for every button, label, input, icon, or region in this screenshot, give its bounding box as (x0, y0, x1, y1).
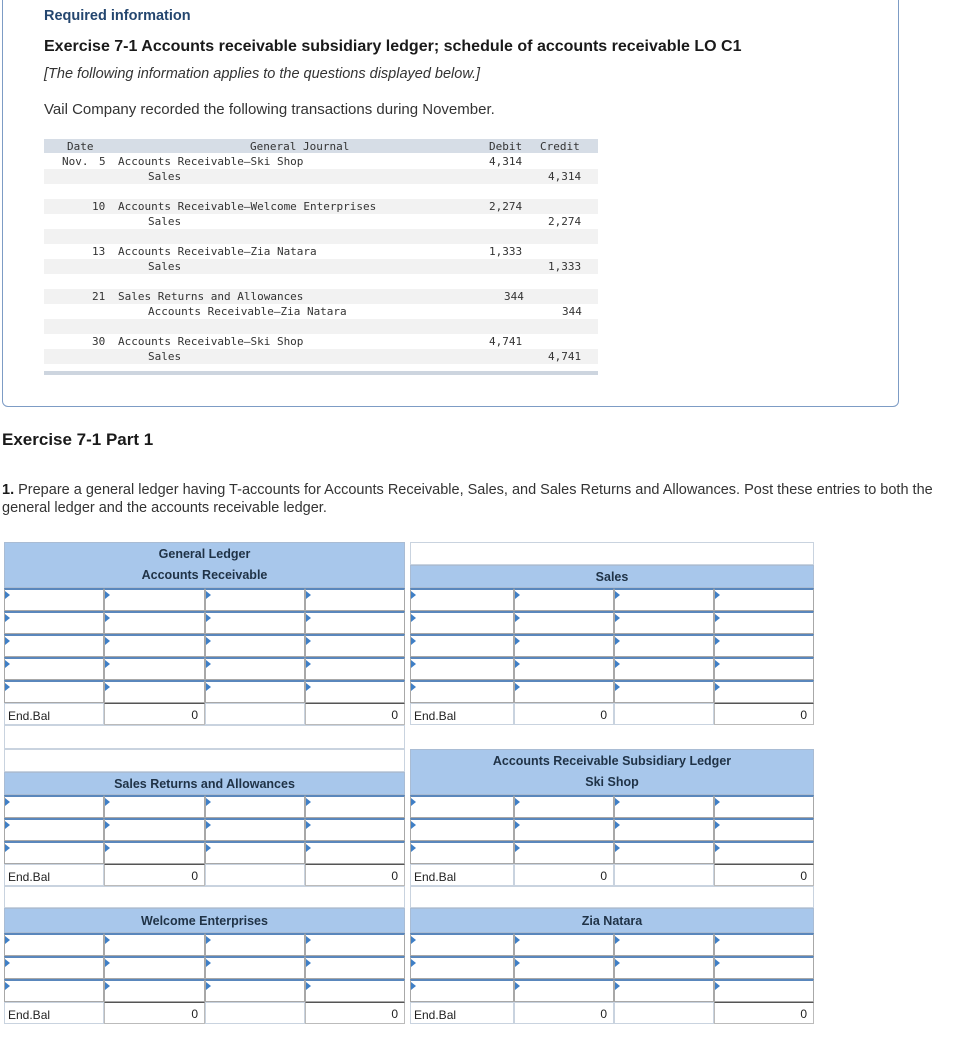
journal-credit-account: Sales (148, 215, 182, 228)
ledger-input-cell[interactable] (305, 657, 405, 680)
ledger-blank-cell (614, 864, 714, 886)
ledger-input-cell[interactable] (714, 634, 814, 657)
instruction-text: Prepare a general ledger having T-accounts for Accounts Receivable, Sales, and Sales Returns and Allowances. Post these entries to both the general ledger and the accounts receivable ledger. (2, 482, 933, 516)
journal-credit-amount: 344 (562, 305, 582, 318)
ledger-input-cell[interactable] (104, 956, 205, 979)
ledger-input-cell[interactable] (305, 795, 405, 818)
journal-debit-amount: 4,741 (489, 335, 523, 348)
ledger-input-cell[interactable] (4, 841, 104, 864)
ledger-input-cell[interactable] (104, 979, 205, 1002)
journal-credit-account: Accounts Receivable—Zia Natara (148, 305, 347, 318)
ledger-input-cell[interactable] (4, 933, 104, 956)
ledger-input-cell[interactable] (714, 956, 814, 979)
ledger-input-cell[interactable] (410, 933, 514, 956)
journal-debit-account: Accounts Receivable—Welcome Enterprises (118, 200, 377, 213)
journal-header-debit: Debit (489, 140, 523, 153)
journal-day: 21 (92, 290, 106, 303)
sales-returns-title: Sales Returns and Allowances (4, 772, 405, 795)
ledger-blank-cell (205, 864, 305, 886)
ledger-input-cell[interactable] (410, 979, 514, 1002)
journal-day: 30 (92, 335, 106, 348)
journal-credit-amount: 4,314 (548, 170, 582, 183)
ledger-input-cell[interactable] (410, 818, 514, 841)
ledger-input-cell[interactable] (205, 841, 305, 864)
end-bal-label: End.Bal (4, 864, 104, 886)
required-info-title: Required information (44, 8, 191, 24)
ledger-input-cell[interactable] (305, 818, 405, 841)
journal-credit-account: Sales (148, 350, 182, 363)
ski-shop-title: Ski Shop (585, 775, 639, 789)
ledger-input-cell[interactable] (714, 818, 814, 841)
ledger-input-cell[interactable] (205, 611, 305, 634)
ledger-input-cell[interactable] (205, 818, 305, 841)
journal-bottom-rule (44, 371, 598, 375)
sales-end-bal-credit[interactable]: 0 (714, 703, 814, 725)
ar-end-bal-credit[interactable]: 0 (305, 703, 405, 725)
sales-end-bal-debit[interactable]: 0 (514, 703, 614, 725)
journal-day: 5 (99, 155, 106, 168)
journal-credit-account: Sales (148, 260, 182, 273)
journal-header-general-journal: General Journal (250, 140, 350, 153)
subsidiary-ledger-label: Accounts Receivable Subsidiary Ledger (492, 754, 732, 768)
sales-header-blank (410, 542, 814, 565)
ledger-blank-cell (205, 1002, 305, 1024)
ledger-input-cell[interactable] (410, 657, 514, 680)
exercise-note: [The following information applies to the questions displayed below.] (44, 66, 481, 82)
ski-shop-end-bal-debit[interactable]: 0 (514, 864, 614, 886)
journal-credit-account: Sales (148, 170, 182, 183)
ledger-input-cell[interactable] (514, 956, 614, 979)
ledger-input-cell[interactable] (104, 818, 205, 841)
ledger-input-cell[interactable] (205, 979, 305, 1002)
ledger-input-cell[interactable] (714, 611, 814, 634)
ledger-input-cell[interactable] (4, 979, 104, 1002)
instructions (2, 481, 952, 517)
ledger-input-cell[interactable] (514, 841, 614, 864)
ledger-input-cell[interactable] (714, 841, 814, 864)
ledger-input-cell[interactable] (614, 634, 714, 657)
end-bal-label: End.Bal (410, 703, 514, 725)
ledger-blank-cell (614, 703, 714, 725)
sra-end-bal-debit[interactable]: 0 (104, 864, 205, 886)
part-title: Exercise 7-1 Part 1 (2, 430, 154, 449)
zia-title: Zia Natara (410, 908, 814, 933)
ledger-input-cell[interactable] (104, 841, 205, 864)
ledger-input-cell[interactable] (104, 634, 205, 657)
ledger-input-cell[interactable] (514, 795, 614, 818)
ledger-input-cell[interactable] (514, 680, 614, 703)
ledger-input-cell[interactable] (305, 680, 405, 703)
ledger-input-cell[interactable] (4, 611, 104, 634)
zia-end-bal-debit[interactable]: 0 (514, 1002, 614, 1024)
ledger-blank-cell (614, 1002, 714, 1024)
welcome-end-bal-credit[interactable]: 0 (305, 1002, 405, 1024)
journal-credit-amount: 4,741 (548, 350, 582, 363)
ledger-input-cell[interactable] (305, 588, 405, 611)
accounts-receivable-title: Accounts Receivable (141, 568, 268, 582)
journal-debit-amount: 1,333 (489, 245, 523, 258)
ledger-spacer (4, 725, 405, 749)
journal-debit-account: Accounts Receivable—Ski Shop (118, 155, 304, 168)
ar-end-bal-debit[interactable]: 0 (104, 703, 205, 725)
ledger-input-cell[interactable] (305, 634, 405, 657)
journal-band (44, 169, 598, 184)
journal-day: 10 (92, 200, 106, 213)
journal-band (44, 319, 598, 334)
ledger-input-cell[interactable] (614, 933, 714, 956)
ledger-input-cell[interactable] (410, 795, 514, 818)
ledger-input-cell[interactable] (614, 657, 714, 680)
instruction-number: 1. (2, 482, 15, 498)
ledger-input-cell[interactable] (205, 680, 305, 703)
ledger-input-cell[interactable] (614, 795, 714, 818)
ledger-input-cell[interactable] (614, 956, 714, 979)
ledger-input-cell[interactable] (305, 933, 405, 956)
ledger-spacer (4, 749, 405, 772)
ledger-input-cell[interactable] (305, 956, 405, 979)
ledger-input-cell[interactable] (514, 657, 614, 680)
ledger-input-cell[interactable] (205, 795, 305, 818)
ski-shop-end-bal-credit[interactable]: 0 (714, 864, 814, 886)
ledger-blank-cell (205, 703, 305, 725)
end-bal-label: End.Bal (410, 1002, 514, 1024)
exercise-description: Vail Company recorded the following transactions during November. (44, 101, 495, 118)
ledger-input-cell[interactable] (104, 933, 205, 956)
ledger-input-cell[interactable] (305, 979, 405, 1002)
ledger-input-cell[interactable] (714, 795, 814, 818)
journal-debit-amount: 344 (504, 290, 524, 303)
end-bal-label: End.Bal (4, 1002, 104, 1024)
ledger-input-cell[interactable] (714, 588, 814, 611)
ledger-input-cell[interactable] (410, 680, 514, 703)
ledger-input-cell[interactable] (205, 657, 305, 680)
journal-debit-amount: 4,314 (489, 155, 523, 168)
journal-day: 13 (92, 245, 106, 258)
ledger-input-cell[interactable] (305, 611, 405, 634)
ledger-input-cell[interactable] (514, 818, 614, 841)
ledger-input-cell[interactable] (104, 657, 205, 680)
ledger-input-cell[interactable] (4, 956, 104, 979)
ledger-input-cell[interactable] (104, 588, 205, 611)
ledger-input-cell[interactable] (614, 818, 714, 841)
ledger-input-cell[interactable] (205, 933, 305, 956)
accounts-receivable-header (4, 542, 405, 588)
ledger-input-cell[interactable] (614, 841, 714, 864)
end-bal-label: End.Bal (410, 864, 514, 886)
ledger-input-cell[interactable] (104, 680, 205, 703)
journal-debit-account: Accounts Receivable—Ski Shop (118, 335, 304, 348)
ledger-input-cell[interactable] (514, 933, 614, 956)
ledger-input-cell[interactable] (614, 611, 714, 634)
ledger-input-cell[interactable] (410, 588, 514, 611)
ledger-input-cell[interactable] (305, 841, 405, 864)
ledger-input-cell[interactable] (4, 634, 104, 657)
ledger-input-cell[interactable] (4, 680, 104, 703)
ledger-input-cell[interactable] (410, 611, 514, 634)
ledger-input-cell[interactable] (614, 680, 714, 703)
subsidiary-ledger-header (410, 749, 814, 795)
ledger-input-cell[interactable] (205, 588, 305, 611)
journal-band (44, 229, 598, 244)
ledger-spacer (410, 886, 814, 908)
ledger-input-cell[interactable] (614, 979, 714, 1002)
end-bal-label: End.Bal (4, 703, 104, 725)
ledger-input-cell[interactable] (410, 956, 514, 979)
ledger-input-cell[interactable] (714, 933, 814, 956)
welcome-title: Welcome Enterprises (4, 908, 405, 933)
journal-month: Nov. (62, 155, 89, 168)
ledger-input-cell[interactable] (514, 634, 614, 657)
ledger-input-cell[interactable] (410, 841, 514, 864)
ledger-input-cell[interactable] (514, 979, 614, 1002)
ledger-input-cell[interactable] (410, 634, 514, 657)
ledger-input-cell[interactable] (104, 611, 205, 634)
ledger-input-cell[interactable] (514, 611, 614, 634)
ledger-spacer (4, 886, 405, 908)
ledger-input-cell[interactable] (714, 680, 814, 703)
sales-title: Sales (410, 565, 814, 588)
ledger-input-cell[interactable] (714, 657, 814, 680)
ledger-input-cell[interactable] (714, 979, 814, 1002)
sra-end-bal-credit[interactable]: 0 (305, 864, 405, 886)
journal-credit-amount: 2,274 (548, 215, 582, 228)
journal-band (44, 259, 598, 274)
ledger-input-cell[interactable] (205, 634, 305, 657)
ledger-input-cell[interactable] (104, 795, 205, 818)
journal-credit-amount: 1,333 (548, 260, 582, 273)
journal-header-credit: Credit (540, 140, 580, 153)
ledger-input-cell[interactable] (4, 588, 104, 611)
ledger-input-cell[interactable] (514, 588, 614, 611)
journal-debit-account: Accounts Receivable—Zia Natara (118, 245, 317, 258)
journal-band (44, 349, 598, 364)
general-ledger-label: General Ledger (158, 547, 251, 561)
exercise-title: Exercise 7-1 Accounts receivable subsidiary ledger; schedule of accounts receivable LO C1 (44, 38, 742, 55)
ledger-input-cell[interactable] (614, 588, 714, 611)
journal-debit-amount: 2,274 (489, 200, 523, 213)
ledger-input-cell[interactable] (205, 956, 305, 979)
journal-header-date: Date (67, 140, 94, 153)
journal-debit-account: Sales Returns and Allowances (118, 290, 304, 303)
ledger-input-cell[interactable] (4, 657, 104, 680)
zia-end-bal-credit[interactable]: 0 (714, 1002, 814, 1024)
ledger-input-cell[interactable] (4, 795, 104, 818)
welcome-end-bal-debit[interactable]: 0 (104, 1002, 205, 1024)
ledger-input-cell[interactable] (4, 818, 104, 841)
